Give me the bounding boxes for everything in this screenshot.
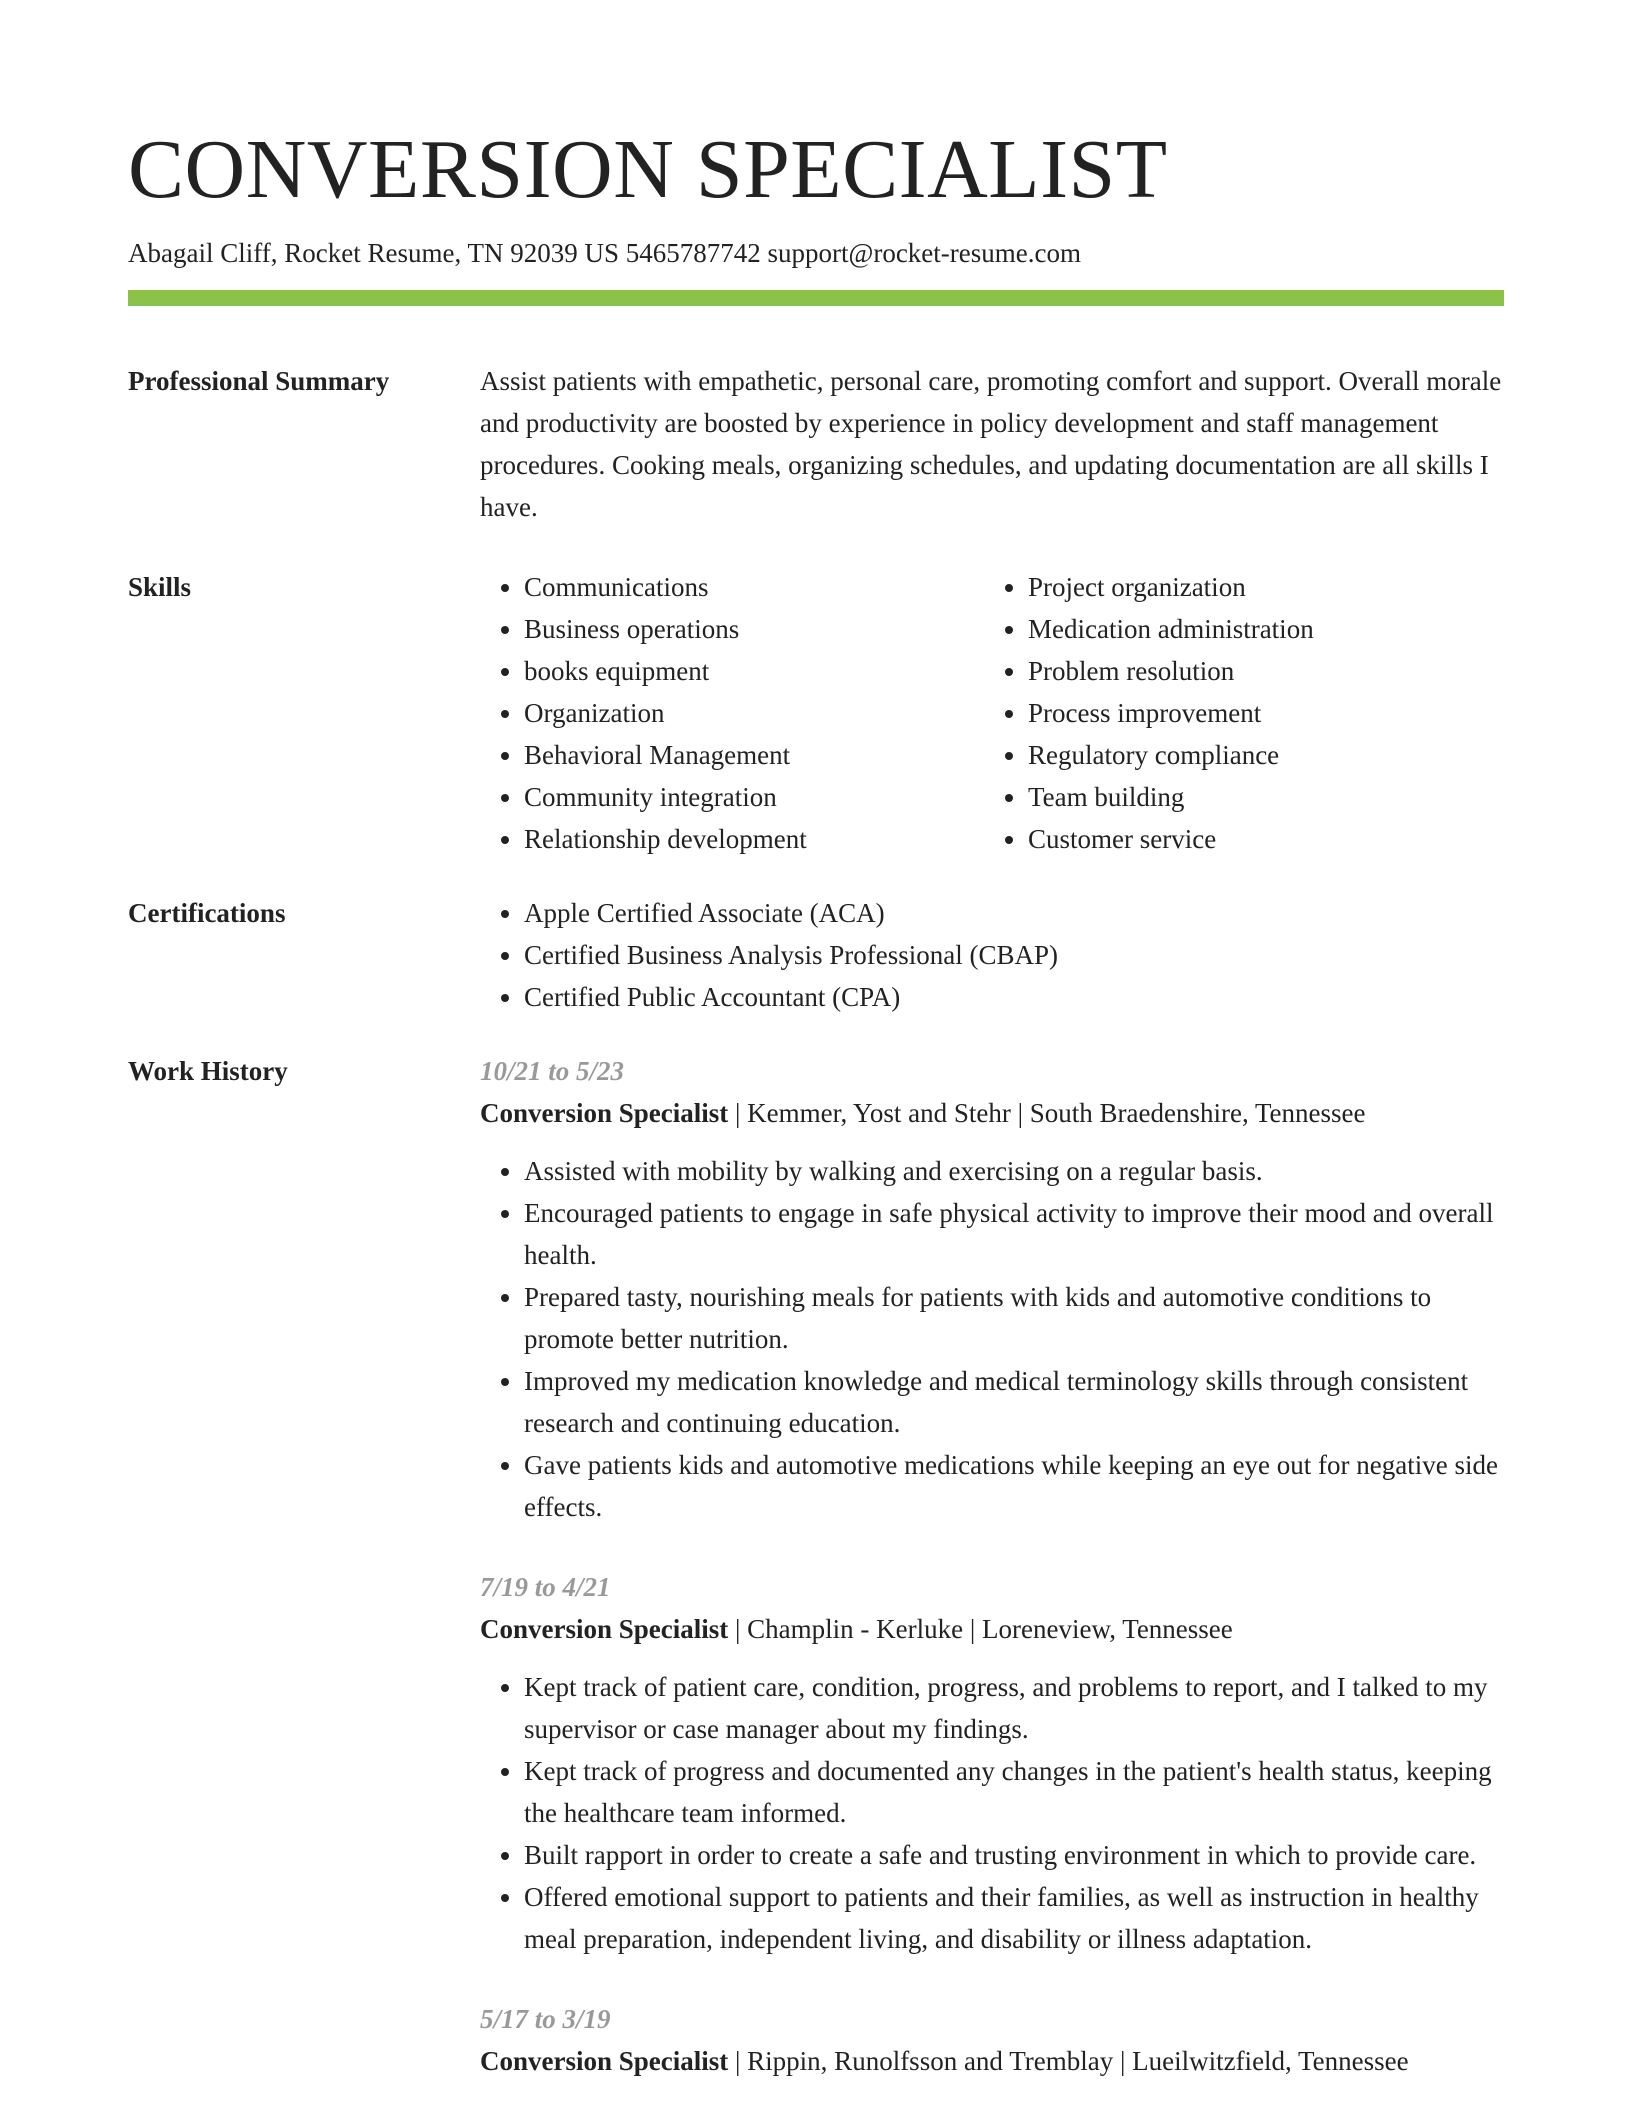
job-title: Conversion Specialist xyxy=(480,2046,729,2076)
job-bullets xyxy=(480,1150,1504,1528)
skills-section xyxy=(128,566,1504,860)
job-title: Conversion Specialist xyxy=(480,1098,729,1128)
job-details: | Champlin - Kerluke | Loreneview, Tennessee xyxy=(728,1614,1233,1644)
summary-section xyxy=(128,360,1504,528)
certification-item: • Certified Business Analysis Professional (CBAP) xyxy=(524,934,1504,976)
accent-divider xyxy=(128,290,1504,306)
job-bullet: • Encouraged patients to engage in safe physical activity to improve their mood and overall health. xyxy=(524,1192,1504,1276)
skill-item: • Communications xyxy=(524,566,984,608)
section-label: Skills xyxy=(128,572,192,602)
certification-item: • Certified Public Accountant (CPA) xyxy=(524,976,1504,1018)
job-entry xyxy=(480,1566,1504,1960)
job-bullet: • Built rapport in order to create a safe and trusting environment in which to provide care. xyxy=(524,1834,1504,1876)
skills-left-list xyxy=(480,566,984,860)
job-title: Conversion Specialist xyxy=(480,1614,729,1644)
section-content xyxy=(480,360,1504,528)
skill-item: • Regulatory compliance xyxy=(1028,734,1528,776)
skill-item: • Problem resolution xyxy=(1028,650,1528,692)
job-details: | Kemmer, Yost and Stehr | South Braedenshire, Tennessee xyxy=(728,1098,1366,1128)
work-history-section xyxy=(128,1050,1504,2120)
skill-item: • Relationship development xyxy=(524,818,984,860)
skill-item: • Project organization xyxy=(1028,566,1528,608)
section-content xyxy=(480,892,1504,1018)
skill-item: • Process improvement xyxy=(1028,692,1528,734)
skill-item: • Behavioral Management xyxy=(524,734,984,776)
section-label: Professional Summary xyxy=(128,366,390,396)
resume-title: CONVERSION SPECIALIST xyxy=(128,123,1168,216)
skill-item: • Business operations xyxy=(524,608,984,650)
skills-right-list xyxy=(984,566,1528,860)
job-heading xyxy=(480,1092,1504,1134)
resume-page xyxy=(128,0,1504,2120)
job-bullet: • Offered emotional support to patients and their families, as well as instruction in healthy meal preparation, independent living, and disability or illness adaptation. xyxy=(524,1876,1504,1960)
section-label: Certifications xyxy=(128,898,286,928)
certifications-list xyxy=(480,892,1504,1018)
job-dates: 5/17 to 3/19 xyxy=(480,2004,611,2034)
job-entry xyxy=(480,1998,1504,2082)
contact-line: Abagail Cliff, Rocket Resume, TN 92039 US 5465787742 support@rocket-resume.com xyxy=(128,238,1081,268)
job-bullet: • Kept track of progress and documented any changes in the patient's health status, keeping the healthcare team informed. xyxy=(524,1750,1504,1834)
certification-item: • Apple Certified Associate (ACA) xyxy=(524,892,1504,934)
job-bullet: • Gave patients kids and automotive medications while keeping an eye out for negative side effects. xyxy=(524,1444,1504,1528)
job-details: | Rippin, Runolfsson and Tremblay | Lueilwitzfield, Tennessee xyxy=(728,2046,1409,2076)
skill-item: • books equipment xyxy=(524,650,984,692)
certifications-section xyxy=(128,892,1504,1018)
job-dates: 7/19 to 4/21 xyxy=(480,1572,611,1602)
job-dates: 10/21 to 5/23 xyxy=(480,1056,625,1086)
skill-item: • Organization xyxy=(524,692,984,734)
job-heading xyxy=(480,1608,1504,1650)
skill-item: • Medication administration xyxy=(1028,608,1528,650)
job-heading xyxy=(480,2040,1504,2082)
summary-text: Assist patients with empathetic, personal care, promoting comfort and support. Overall morale and productivity are boosted by experience in policy development and staff management procedures. Cooking meals, organizing schedules, and updating documentation are all skills I have. xyxy=(480,366,1502,522)
skill-item: • Customer service xyxy=(1028,818,1528,860)
section-label: Work History xyxy=(128,1056,288,1086)
job-entry xyxy=(480,1050,1504,1528)
section-content xyxy=(480,1050,1504,2120)
job-bullet: • Prepared tasty, nourishing meals for patients with kids and automotive conditions to promote better nutrition. xyxy=(524,1276,1504,1360)
job-bullet: • Improved my medication knowledge and medical terminology skills through consistent research and continuing education. xyxy=(524,1360,1504,1444)
skills-grid xyxy=(480,566,1528,860)
job-bullet: • Assisted with mobility by walking and exercising on a regular basis. xyxy=(524,1150,1504,1192)
skill-item: • Community integration xyxy=(524,776,984,818)
job-bullet: • Kept track of patient care, condition, progress, and problems to report, and I talked to my supervisor or case manager about my findings. xyxy=(524,1666,1504,1750)
skill-item: • Team building xyxy=(1028,776,1528,818)
job-bullets xyxy=(480,1666,1504,1960)
